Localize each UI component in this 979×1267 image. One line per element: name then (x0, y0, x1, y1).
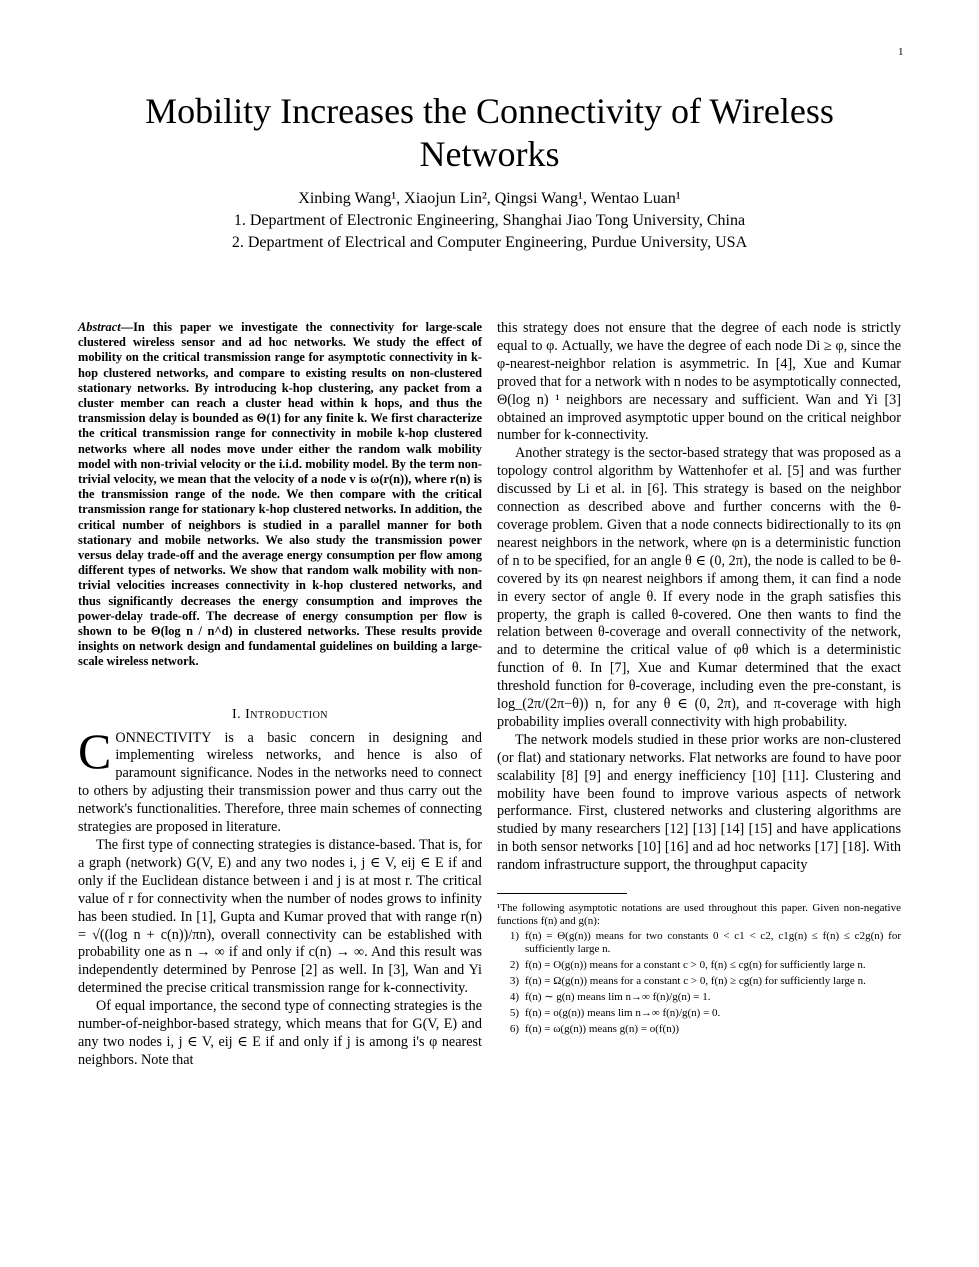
left-column (78, 320, 482, 1070)
affiliation-1: 1. Department of Electronic Engineering, Shanghai Jiao Tong University, China (233, 212, 746, 229)
footnote-item-text: f(n) = Θ(g(n)) means for two constants 0 < c1 < c2, c1g(n) ≤ f(n) ≤ c2g(n) for sufficiently large n. (525, 930, 901, 956)
page-number: 1 (898, 46, 904, 58)
abstract-lead: Abstract (78, 320, 121, 334)
footnote-item-text: f(n) = O(g(n)) means for a constant c > 0, f(n) ≤ cg(n) for sufficiently large n. (525, 959, 866, 972)
footnote-item-text: f(n) = Ω(g(n)) means for a constant c > 0, f(n) ≥ cg(n) for sufficiently large n. (525, 975, 866, 988)
footnote-item-text: f(n) ∼ g(n) means lim n→∞ f(n)/g(n) = 1. (525, 991, 711, 1004)
footnote-item-number: 4) (509, 991, 519, 1004)
abstract (78, 320, 482, 670)
footnote-list (497, 930, 901, 1036)
intro-paragraph-2: The first type of connecting strategies is distance-based. That is, for a graph (network) G(V, E) and any two nodes i, j ∈ V, eij ∈ E if and only if the Euclidean distance between i and j is at most r. The critical value of r for connectivity when the number of nodes grows to infinity has been studied. In [1], Gupta and Kumar proved that with range r(n) = √((log n + c(n))/πn), overall connectivity can be established with probability one as n → ∞ if and only if c(n) → ∞. And this result was independently determined by Penrose [2] as well. In [3], Wan and Yi determined the precise critical transmission range for k-connectivity. (78, 837, 482, 997)
footnote-item-text: f(n) = ω(g(n)) means g(n) = o(f(n)) (525, 1023, 680, 1036)
list-item (497, 1007, 901, 1020)
footnote-item-number: 3) (509, 975, 519, 988)
footnote-item-number: 1) (509, 930, 519, 943)
right-column (497, 320, 901, 1039)
abstract-text: —In this paper we investigate the connectivity for large-scale clustered wireless sensor and ad hoc networks. We study the effect of mobility on the critical transmission range for asymptotic connectivity in k-hop clustered networks, and compare to existing results on non-clustered stationary networks. By introducing k-hop clustering, any packet from a cluster member can reach a cluster head within k hops, and thus the transmission delay is bounded as Θ(1) for any finite k. We first characterize the critical transmission range for connectivity in mobile k-hop clustered networks where all nodes move under either the random walk mobility model with non-trivial velocity or the i.i.d. mobility model. By the term non-trivial velocity, we mean that the velocity of a node v is ω(r(n)), where r(n) is the transmission range of the node. We then compare with the critical transmission range for stationary k-hop clustered networks. In addition, the critical number of neighbors is studied in a parallel manner for both stationary and mobile networks. We also study the transmission power versus delay trade-off and the average energy consumption per flow among different types of networks. We show that random walk mobility with non-trivial velocities increases connectivity in k-hop clustered networks, and thus significantly decreases the energy consumption and improves the power-delay trade-off. The decrease of energy consumption per flow is shown to be Θ(log n / n^d) in clustered networks. These results provide insights on network design and fundamental guidelines on building a large-scale wireless network. (78, 320, 482, 669)
footnote-item-number: 5) (509, 1007, 519, 1020)
list-item (497, 930, 901, 956)
intro-paragraph-1 (78, 722, 482, 837)
list-item (497, 991, 901, 1004)
intro-paragraph-5: Another strategy is the sector-based strategy that was proposed as a topology control algorithm by Wattenhofer et al. [5] and was further discussed by Li et al. in [6]. This strategy is based on the neighbor connection as described above and further concerns with the θ-coverage problem. Given that a node connects bidirectionally to its φn nearest neighbors in the network, where φn is a deterministic function of n to be specified, for an angle θ ∈ (0, 2π), the node is called to be θ-covered by its φn nearest neighbors if among them, it can find a node in every sector of angle θ. If every node in the graph satisfies this property, the graph is called θ-covered. One then wants to find the relation between θ-coverage and overall connectivity of the network, and to determine the critical value of φθ which is a deterministic function of θ. In [7], Xue and Kumar determined that the exact threshold function for θ-coverage, including even the pre-constant, is log_(2π/(2π−θ)) n, for any θ ∈ (0, 2π), and π-coverage with high probability implies overall connectivity with high probability. (497, 445, 901, 730)
list-item (497, 975, 901, 988)
affiliation-2: 2. Department of Electrical and Computer Engineering, Purdue University, USA (231, 234, 748, 251)
footnote-intro: ¹The following asymptotic notations are used throughout this paper. Given non-negative functions f(n) and g(n): (497, 902, 901, 928)
intro-paragraph-4: this strategy does not ensure that the degree of each node is strictly equal to φ. Actually, we have the degree of each node Di ≥ φ, since the φ-nearest-neighbor relation is asymmetric. In [4], Xue and Kumar proved that for a network with n nodes to be asymptotically connected, Θ(log n) ¹ neighbors are necessary and sufficient. Wan and Yi [3] obtained an improved asymptotic upper bound on the critical neighbor number for k-connectivity. (497, 320, 901, 444)
footnote-item-number: 2) (509, 959, 519, 972)
list-item (497, 1023, 901, 1036)
intro-paragraph-6: The network models studied in these prior works are non-clustered (or flat) and stationary networks. Flat networks are found to have poor scalability [8] [9] and energy inefficiency [10] [11]. Clustering and mobility have been found to improve various aspects of network performance. First, clustered networks and clustering algorithms are studied by many researchers [12] [13] [14] [15] and have applications in both sensor networks [10] [16] and ad hoc networks [17] [18]. With random infrastructure support, the throughput capacity (497, 731, 901, 874)
intro-paragraph-1-text: ONNECTIVITY is a basic concern in designing and implementing wireless networks, and hence is also of paramount significance. Nodes in the networks need to connect to others by adjusting their transmission power and thus carry out the network's functionalities. Therefore, three main schemes of connecting strategies are proposed in literature. (78, 729, 482, 836)
intro-paragraph-3: Of equal importance, the second type of connecting strategies is the number-of-neighbor-based strategy, which means that for G(V, E) and any two nodes i, j ∈ V, eij ∈ E if and only if j is among i's φ nearest neighbors. Note that (78, 998, 482, 1068)
footnote-item-text: f(n) = o(g(n)) means lim n→∞ f(n)/g(n) = 0. (525, 1007, 721, 1020)
drop-cap: C (78, 722, 112, 779)
footnote-rule (497, 893, 627, 894)
section-heading-introduction: I. Introduction (231, 706, 329, 722)
author-names: Xinbing Wang¹, Xiaojun Lin², Qingsi Wang¹, Wentao Luan¹ (298, 190, 681, 207)
list-item (497, 959, 901, 972)
author-block (80, 188, 899, 254)
paper-title: Mobility Increases the Connectivity of Wireless Networks (145, 91, 834, 174)
footnote-item-number: 6) (509, 1023, 519, 1036)
